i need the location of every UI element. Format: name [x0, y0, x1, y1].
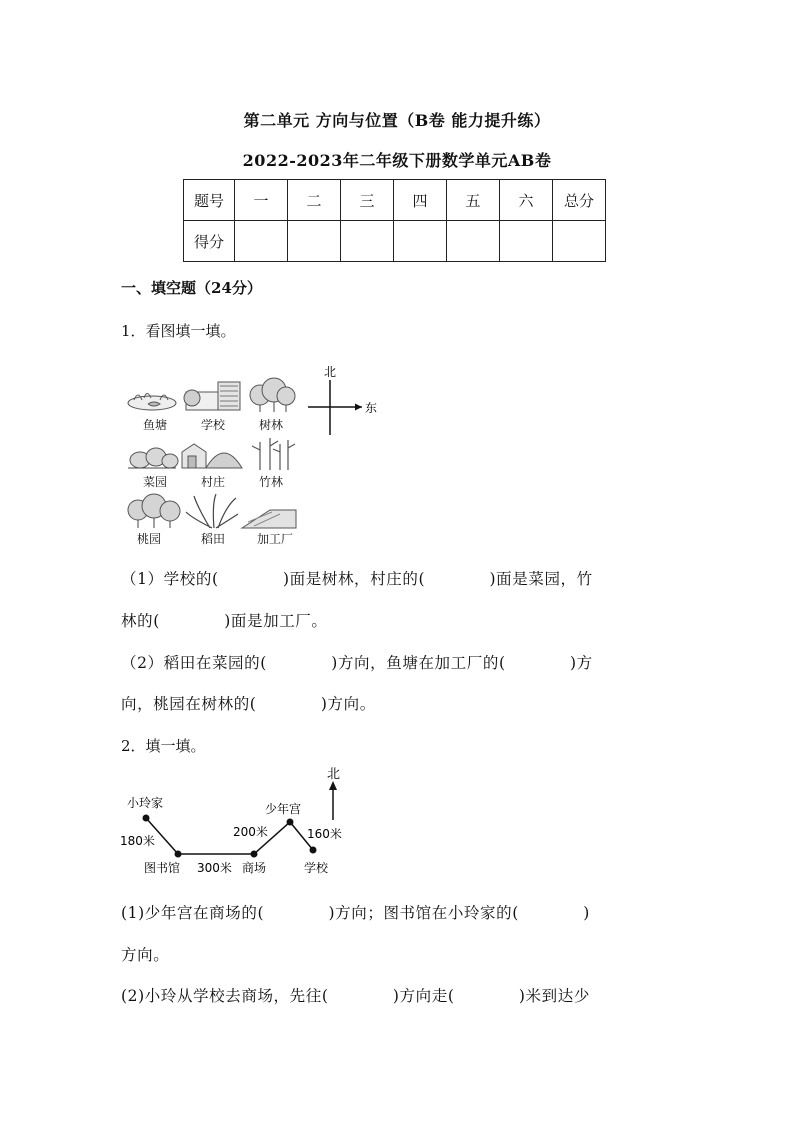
question-1-label: 1．看图填一填。 [121, 322, 236, 340]
east-arrow-icon [355, 404, 362, 411]
distance-label: 300米 [197, 861, 232, 875]
q2-part1-line1: (1)少年宫在商场的( )方向；图书馆在小玲家的( ) [121, 904, 590, 922]
score-input-cell[interactable] [288, 221, 341, 262]
page-title: 第二单元 方向与位置（B卷 能力提升练） [243, 111, 551, 130]
home-label: 小玲家 [127, 796, 164, 810]
score-input-cell[interactable] [235, 221, 288, 262]
village-picture [182, 444, 242, 468]
score-cell: 五 [447, 180, 500, 221]
peach-orchard-picture [128, 494, 180, 528]
score-cell: 六 [500, 180, 553, 221]
distance-label: 200米 [233, 825, 268, 839]
school-label: 学校 [304, 861, 329, 875]
distance-label: 180米 [120, 834, 155, 848]
place-label: 竹林 [258, 475, 283, 489]
place-label: 鱼塘 [142, 418, 167, 432]
fish-pond-picture [128, 394, 176, 411]
place-label: 树林 [258, 418, 283, 432]
palace-dot [287, 819, 294, 826]
mall-dot [251, 851, 258, 858]
score-row-label: 得分 [184, 221, 235, 262]
school-dot [310, 847, 317, 854]
score-cell: 一 [235, 180, 288, 221]
q1-part1-line1: （1）学校的( )面是树林，村庄的( )面是菜园，竹 [121, 570, 593, 588]
processing-factory-picture [242, 510, 296, 528]
score-input-cell[interactable] [447, 221, 500, 262]
q1-part2-line1: （2）稻田在菜园的( )方向，鱼塘在加工厂的( )方 [121, 654, 593, 672]
q2-part1-line2: 方向。 [121, 946, 170, 964]
score-table [183, 179, 606, 262]
question-2-label: 2．填一填。 [121, 737, 206, 755]
map-north-label: 北 [327, 767, 341, 782]
q1-part1-line2: 林的( )面是加工厂。 [121, 612, 328, 630]
page-subtitle: 2022-2023年二年级下册数学单元AB卷 [242, 151, 552, 170]
score-input-cell[interactable] [500, 221, 553, 262]
score-table-score-row [184, 221, 606, 262]
q1-part2-line2: 向，桃园在树林的( )方向。 [121, 695, 376, 713]
score-cell: 四 [394, 180, 447, 221]
score-input-cell[interactable] [553, 221, 606, 262]
compass-east-label: 东 [365, 401, 378, 415]
place-label: 学校 [200, 418, 225, 432]
score-input-cell[interactable] [341, 221, 394, 262]
place-label: 村庄 [200, 475, 225, 489]
school-picture [184, 382, 240, 410]
route-map [115, 765, 365, 880]
north-arrow-icon [329, 781, 337, 790]
library-label: 图书馆 [144, 861, 181, 875]
score-cell: 总分 [553, 180, 606, 221]
compass-north-label: 北 [324, 365, 337, 379]
vegetable-garden-picture [128, 448, 178, 468]
place-label: 菜园 [142, 475, 167, 489]
rice-field-picture [186, 494, 238, 528]
home-dot [143, 815, 150, 822]
score-input-cell[interactable] [394, 221, 447, 262]
section-heading: 一、填空题（24分） [121, 279, 262, 297]
palace-label: 少年宫 [265, 802, 302, 816]
score-cell: 题号 [184, 180, 235, 221]
mall-label: 商场 [242, 861, 267, 875]
distance-label: 160米 [307, 827, 342, 841]
score-cell: 三 [341, 180, 394, 221]
q2-part2-line1: (2)小玲从学校去商场，先往( )方向走( )米到达少 [121, 987, 590, 1005]
library-dot [175, 851, 182, 858]
place-label: 桃园 [136, 532, 161, 546]
forest-picture [250, 378, 295, 412]
compass-rose [300, 362, 390, 442]
score-cell: 二 [288, 180, 341, 221]
place-label: 加工厂 [256, 532, 293, 546]
place-label: 稻田 [200, 532, 225, 546]
score-table-header-row [184, 180, 606, 221]
bamboo-forest-picture [252, 438, 295, 470]
